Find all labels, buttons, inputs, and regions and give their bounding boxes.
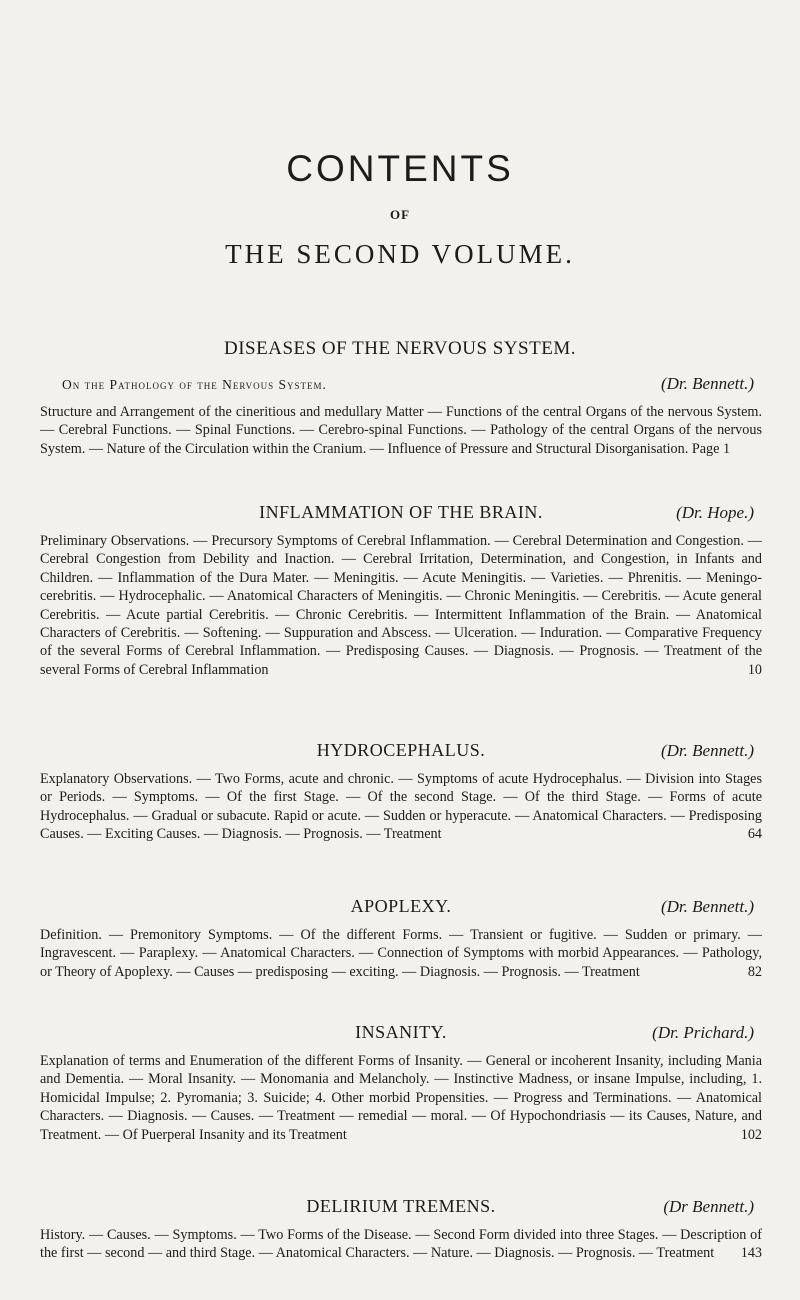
- section-hydrocephalus: [40, 740, 762, 844]
- section-title: INSANITY.: [355, 1022, 447, 1042]
- section-delirium-tremens: [40, 1196, 762, 1263]
- section-header: [40, 1022, 762, 1052]
- page-number: 143: [740, 1245, 762, 1262]
- section-header: [40, 740, 762, 770]
- section-text: History. — Causes. — Symptoms. — Two Forms of the Disease. — Second Form divided into three Stages. — Description of the first — second — and third Stage. — Anatomical Characters. — Nature. — Diagnosis. — Prognosis. — Treatment: [40, 1227, 762, 1262]
- section-header: [40, 1196, 762, 1226]
- section-title: INFLAMMATION OF THE BRAIN.: [259, 502, 543, 522]
- section-contents: [40, 926, 762, 981]
- section-author: (Dr. Bennett.): [660, 374, 754, 393]
- section-text: Explanatory Observations. — Two Forms, acute and chronic. — Symptoms of acute Hydrocephalus. — Division into Stages or Periods. — Symptoms. — Of the first Stage. — Of the second Stage. — Of the third Stage. — Forms of acute Hydrocephalus. — Gradual or subacute. Rapid or acute. — Sudden or hyperacute. — Anatomical Characters. — Predisposing Causes. — Exciting Causes. — Diagnosis. — Prognosis. — Treatment: [40, 771, 762, 843]
- section-author: (Dr Bennett.): [663, 1197, 754, 1216]
- section-header: [40, 896, 762, 926]
- section-inflammation-of-brain: [40, 502, 762, 679]
- page-number: 64: [747, 826, 762, 843]
- section-text: Explanation of terms and Enumeration of the different Forms of Insanity. — General or incoherent Insanity, including Mania and Dementia. — Moral Insanity. — Monomania and Melancholy. — Instinctive Madness, or insane Impulse, including, 1. Homicidal Impulse; 2. Pyromania; 3. Suicide; 4. Other morbid Propensities. — Progress and Terminations. — Anatomical Characters. — Diagnosis. — Causes. — Treatment — remedial — moral. — Of Hypochondriasis — its Causes, Nature, and Treatment. — Of Puerperal Insanity and its Treatment: [40, 1053, 762, 1143]
- section-contents: [40, 1226, 762, 1263]
- page-title: CONTENTS: [286, 148, 514, 189]
- page-number: 102: [740, 1126, 762, 1143]
- section-text: Structure and Arrangement of the cineritious and medullary Matter — Functions of the central Organs of the nervous System. — Cerebral Functions. — Spinal Functions. — Cerebro-spinal Functions. — Pathology of the central Organs of the nervous System. — Nature of the Circulation within the Cranium. — Influence of Pressure and Structural Disorganisation. Page: [40, 404, 762, 457]
- section-contents: [40, 532, 762, 679]
- section-header: [40, 373, 762, 403]
- section-author: (Dr. Hope.): [676, 503, 754, 522]
- page-number: 82: [747, 963, 762, 980]
- section-apoplexy: [40, 896, 762, 981]
- section-contents: [40, 403, 762, 458]
- title-connector: OF: [389, 207, 411, 222]
- section-title: On the Pathology of the Nervous System.: [62, 377, 327, 392]
- section-contents: [40, 1052, 762, 1144]
- volume-title: THE SECOND VOLUME.: [225, 239, 575, 269]
- section-title: HYDROCEPHALUS.: [316, 740, 486, 760]
- section-text: Preliminary Observations. — Precursory Symptoms of Cerebral Inflammation. — Cerebral Determination and Congestion. — Cerebral Congestion from Debility and Inaction. — Cerebral Irritation, Determination, and Congestion, in Infants and Children. — Inflammation of the Dura Mater. — Meningitis. — Acute Meningitis. — Varieties. — Phrenitis. — Meningo-cerebritis. — Hydrocephalic. — Anatomical Characters of Meningitis. — Chronic Meningitis. — Cerebritis. — Acute general Cerebritis. — Acute partial Cerebritis. — Chronic Cerebritis. — Intermittent Inflammation of the Brain. — Anatomical Characters of Cerebritis. — Softening. — Suppuration and Abscess. — Ulceration. — Induration. — Comparative Frequency of the several Forms of Cerebral Inflammation. — Predisposing Causes. — Diagnosis. — Prognosis. — Treatment of the several Forms of Cerebral Inflammation: [40, 533, 762, 678]
- section-author: (Dr. Bennett.): [660, 741, 754, 760]
- section-author: (Dr. Bennett.): [660, 897, 754, 916]
- section-contents: [40, 770, 762, 844]
- section-text: Definition. — Premonitory Symptoms. — Of the different Forms. — Transient or fugitive. — Sudden or primary. — Ingravescent. — Paraplexy. — Anatomical Characters. — Connection of Symptoms with morbid Appearances. — Pathology, or Theory of Apoplexy. — Causes — predisposing — exciting. — Diagnosis. — Prognosis. — Treatment: [40, 927, 762, 980]
- section-nervous-system-pathology: [40, 373, 762, 458]
- section-title: DELIRIUM TREMENS.: [306, 1196, 496, 1216]
- section-insanity: [40, 1022, 762, 1144]
- page-number: 10: [747, 661, 762, 678]
- page-number: 1: [722, 440, 731, 457]
- section-title: APOPLEXY.: [350, 896, 452, 916]
- section-author: (Dr. Prichard.): [652, 1023, 754, 1042]
- part-heading: DISEASES OF THE NERVOUS SYSTEM.: [224, 338, 576, 359]
- section-header: [40, 502, 762, 532]
